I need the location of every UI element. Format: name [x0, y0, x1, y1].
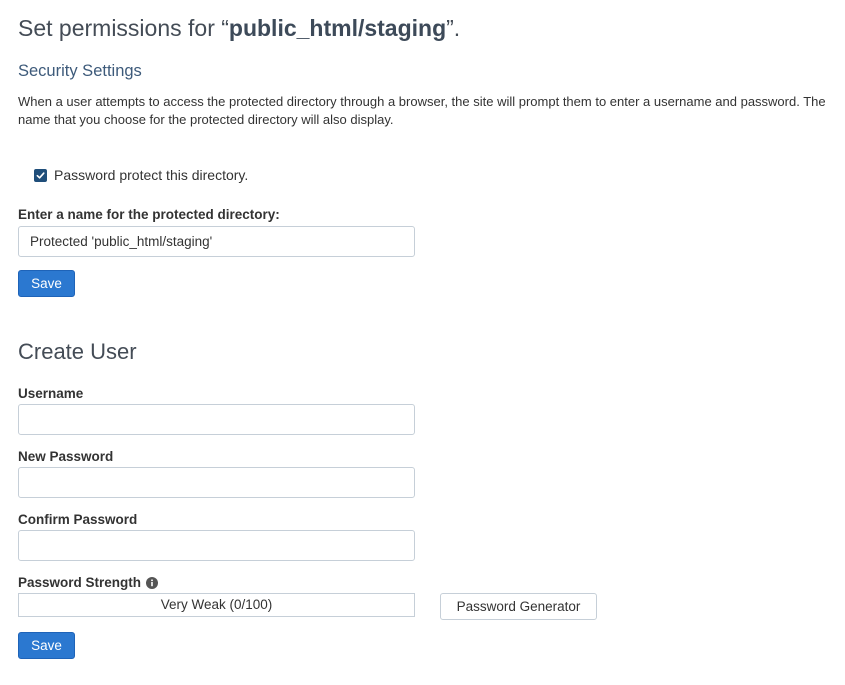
save-directory-name-button[interactable]: Save [18, 270, 75, 297]
password-protect-label: Password protect this directory. [54, 167, 249, 183]
security-settings-heading: Security Settings [18, 62, 142, 80]
create-user-heading: Create User [18, 339, 137, 364]
username-input[interactable] [18, 404, 415, 435]
security-description: When a user attempts to access the protected directory through a browser, the site will prompt them to enter a username and password. The name that you choose for the protected directory will also display. [18, 94, 826, 127]
password-strength-text: Very Weak (0/100) [160, 597, 273, 612]
password-generator-button[interactable]: Password Generator [440, 593, 597, 620]
confirm-password-input[interactable] [18, 530, 415, 561]
directory-name-input[interactable] [18, 226, 415, 257]
username-label: Username [18, 386, 84, 401]
page-title-prefix: Set permissions for “ [18, 15, 229, 41]
password-protect-checkbox[interactable] [34, 169, 47, 182]
checkmark-icon [36, 171, 45, 180]
page-title [18, 15, 460, 42]
password-strength-label-row [18, 575, 158, 590]
page-title-directory: public_html/staging [228, 15, 447, 41]
info-icon[interactable] [146, 577, 158, 589]
directory-name-label: Enter a name for the protected directory: [18, 207, 280, 222]
new-password-label: New Password [18, 449, 114, 464]
password-strength-meter [18, 593, 415, 617]
new-password-input[interactable] [18, 467, 415, 498]
password-strength-label: Password Strength [18, 575, 142, 590]
password-protect-checkbox-row[interactable] [34, 167, 248, 183]
save-user-button[interactable]: Save [18, 632, 75, 659]
page-title-suffix: ”. [446, 15, 461, 41]
confirm-password-label: Confirm Password [18, 512, 138, 527]
info-glyph-icon [146, 577, 158, 589]
